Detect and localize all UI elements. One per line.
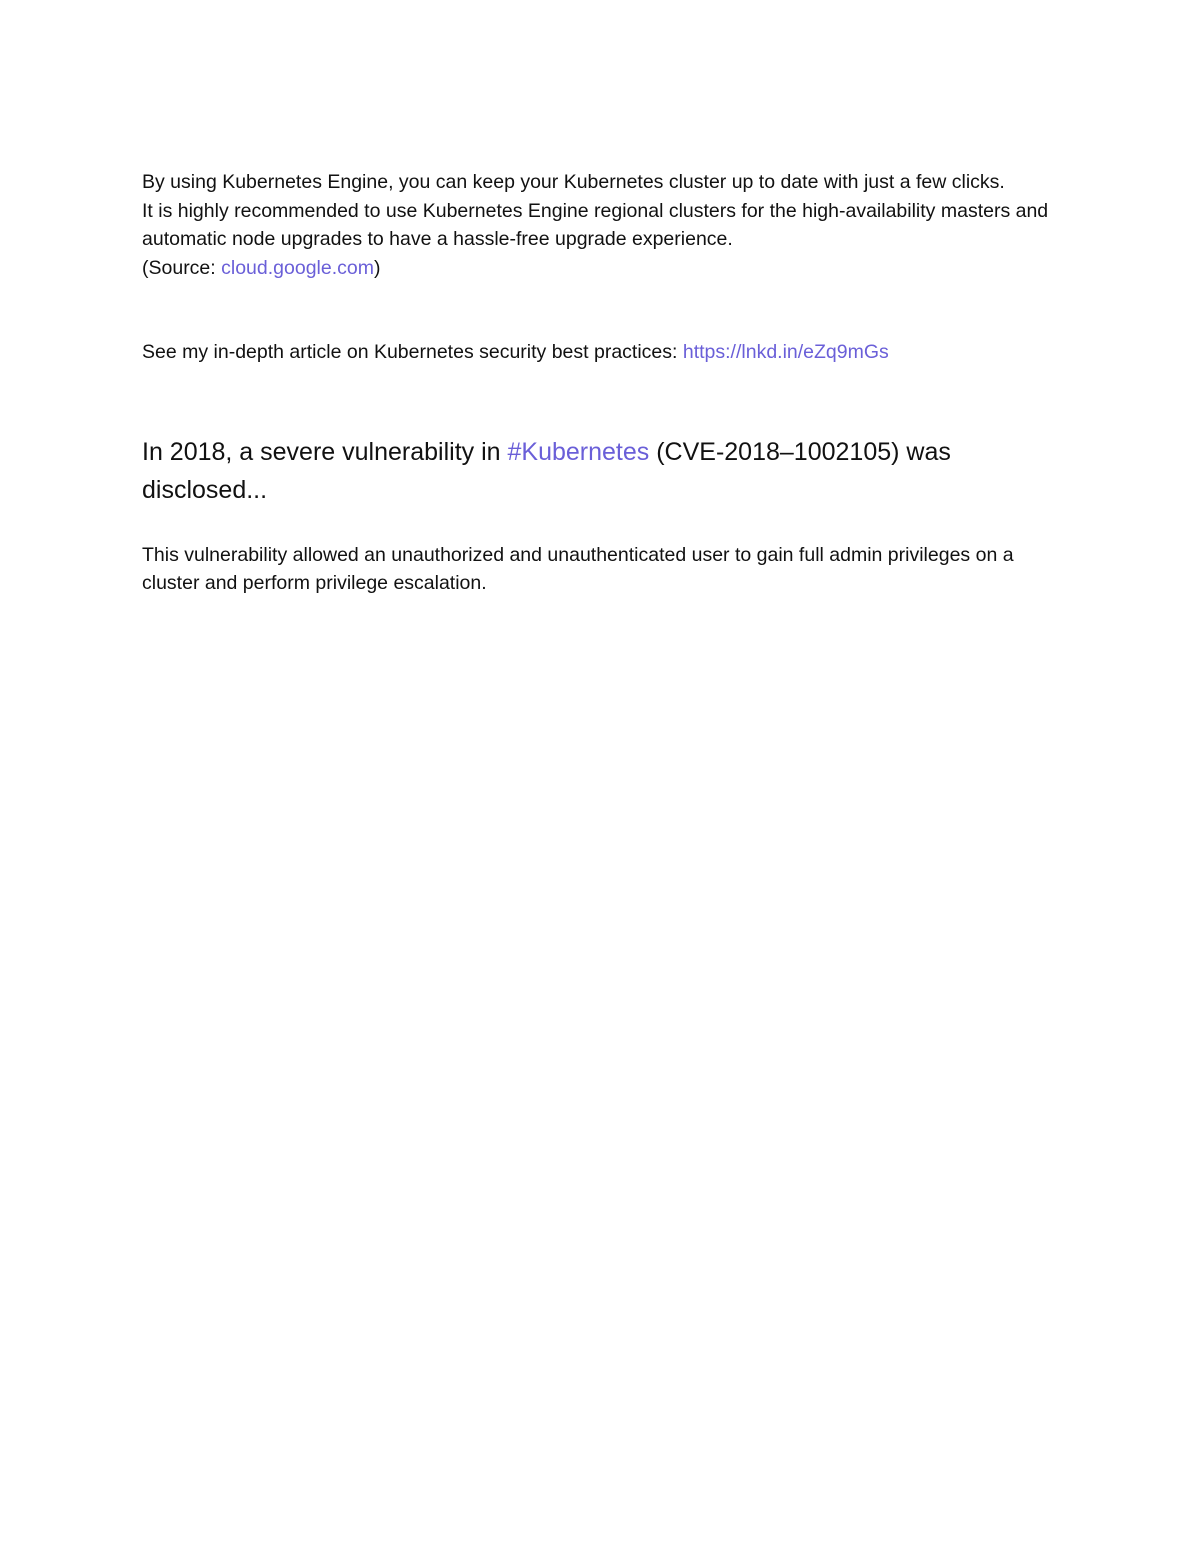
- article-paragraph: [142, 338, 1072, 367]
- article-link[interactable]: https://lnkd.in/eZq9mGs: [682, 341, 889, 363]
- article-text: See my in-depth article on Kubernetes security best practices:: [142, 341, 683, 363]
- source-link[interactable]: cloud.google.com: [221, 256, 374, 279]
- heading-suffix: (CVE-2018–1002105) was disclosed...: [142, 437, 951, 504]
- upgrade-paragraph: [142, 168, 1072, 282]
- page-content: [142, 168, 1072, 598]
- source-suffix: ): [373, 256, 381, 279]
- vulnerability-heading: [142, 433, 1072, 509]
- upgrade-line-1: By using Kubernetes Engine, you can keep your Kubernetes cluster up to date with just a few clicks.: [142, 171, 1005, 193]
- vulnerability-paragraph: This vulnerability allowed an unauthorized and unauthenticated user to gain full admin privileges on a cluster and perform privilege escalation.: [142, 543, 1014, 594]
- kubernetes-hashtag-link[interactable]: #Kubernetes: [507, 437, 650, 466]
- source-prefix: (Source:: [142, 256, 222, 279]
- heading-prefix: In 2018, a severe vulnerability in: [142, 437, 508, 466]
- source-line: [142, 254, 1072, 283]
- upgrade-line-2: It is highly recommended to use Kubernetes Engine regional clusters for the high-availability masters and automatic node upgrades to have a hassle-free upgrade experience.: [142, 199, 1049, 250]
